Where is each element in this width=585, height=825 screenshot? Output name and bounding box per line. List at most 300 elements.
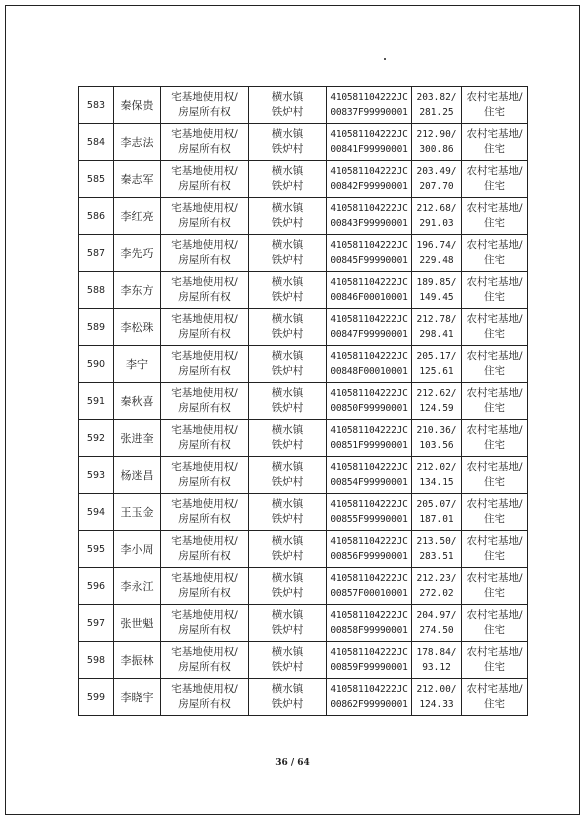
location-village: 铁炉村 [271,476,304,488]
land-area: 210.36/ [416,425,457,436]
land-area: 212.62/ [416,388,457,399]
right-type-cell [161,568,249,605]
owner-name-cell [114,494,161,531]
row-number: 584 [86,136,106,148]
location-village: 铁炉村 [271,513,304,525]
location-town: 横水镇 [271,313,304,325]
row-number: 597 [86,617,106,629]
right-type-cell [161,235,249,272]
table-row [79,383,528,420]
right-type-cell [161,383,249,420]
land-use-cell [462,679,528,716]
right-type-cell [161,420,249,457]
land-area: 204.97/ [416,610,457,621]
building-area: 124.33 [419,699,454,710]
row-number-cell [79,161,114,198]
row-number: 585 [86,173,106,185]
right-type-line1: 宅基地使用权/ [171,276,238,288]
parcel-code-line2: 00862F99990001 [330,699,408,710]
right-type-cell [161,605,249,642]
area-cell [412,198,462,235]
land-use-cell [462,235,528,272]
parcel-code-line2: 00846F00010001 [330,292,408,303]
right-type-line1: 宅基地使用权/ [171,609,238,621]
page-number: 36 / 64 [275,758,310,768]
right-type-cell [161,87,249,124]
owner-name: 张世魁 [120,616,154,630]
row-number-cell [79,309,114,346]
location-cell [249,383,327,420]
land-use-line2: 住宅 [484,661,505,673]
land-use-line2: 住宅 [484,624,505,636]
location-cell [249,605,327,642]
land-use-line1: 农村宅基地/ [466,387,523,399]
table-row [79,235,528,272]
right-type-line2: 房屋所有权 [178,254,231,266]
row-number-cell [79,124,114,161]
right-type-line2: 房屋所有权 [178,513,231,525]
land-use-line1: 农村宅基地/ [466,239,523,251]
right-type-cell [161,457,249,494]
land-use-line2: 住宅 [484,106,505,118]
land-use-line1: 农村宅基地/ [466,165,523,177]
right-type-line1: 宅基地使用权/ [171,535,238,547]
owner-name: 秦保贵 [120,98,154,112]
area-cell [412,494,462,531]
parcel-code-line1: 410581104222JC [330,388,408,399]
right-type-line2: 房屋所有权 [178,698,231,710]
area-cell [412,420,462,457]
owner-name: 王玉金 [120,505,154,519]
land-area: 205.17/ [416,351,457,362]
land-use-cell [462,383,528,420]
land-use-line1: 农村宅基地/ [466,461,523,473]
location-village: 铁炉村 [271,106,304,118]
owner-name: 李志法 [120,135,154,149]
table-row [79,494,528,531]
row-number: 594 [86,506,106,518]
parcel-code-cell [327,457,412,494]
right-type-line1: 宅基地使用权/ [171,424,238,436]
area-cell [412,272,462,309]
area-cell [412,309,462,346]
parcel-code-line2: 00851F99990001 [330,440,408,451]
land-use-cell [462,124,528,161]
table-container [78,86,528,716]
owner-name-cell [114,198,161,235]
registration-table [78,86,528,716]
land-use-cell [462,420,528,457]
right-type-line2: 房屋所有权 [178,217,231,229]
owner-name-cell [114,605,161,642]
right-type-cell [161,161,249,198]
parcel-code-cell [327,642,412,679]
owner-name-cell [114,161,161,198]
location-cell [249,531,327,568]
parcel-code-cell [327,161,412,198]
right-type-cell [161,309,249,346]
parcel-code-line2: 00850F99990001 [330,403,408,414]
parcel-code-cell [327,309,412,346]
row-number: 598 [86,654,106,666]
row-number: 593 [86,469,106,481]
row-number-cell [79,87,114,124]
right-type-line1: 宅基地使用权/ [171,128,238,140]
land-use-line2: 住宅 [484,587,505,599]
table-row [79,198,528,235]
parcel-code-line2: 00855F99990001 [330,514,408,525]
right-type-line2: 房屋所有权 [178,328,231,340]
parcel-code-cell [327,494,412,531]
land-use-line1: 农村宅基地/ [466,498,523,510]
parcel-code-cell [327,198,412,235]
land-use-line1: 农村宅基地/ [466,646,523,658]
row-number-cell [79,494,114,531]
building-area: 272.02 [419,588,454,599]
land-use-cell [462,87,528,124]
parcel-code-line1: 410581104222JC [330,536,408,547]
land-use-line2: 住宅 [484,217,505,229]
parcel-code-line1: 410581104222JC [330,129,408,140]
building-area: 291.03 [419,218,454,229]
location-cell [249,124,327,161]
parcel-code-cell [327,605,412,642]
location-town: 横水镇 [271,646,304,658]
location-town: 横水镇 [271,572,304,584]
row-number-cell [79,605,114,642]
location-town: 横水镇 [271,350,304,362]
area-cell [412,568,462,605]
land-area: 212.78/ [416,314,457,325]
land-use-cell [462,272,528,309]
land-use-line1: 农村宅基地/ [466,202,523,214]
building-area: 187.01 [419,514,454,525]
area-cell [412,383,462,420]
location-village: 铁炉村 [271,624,304,636]
owner-name: 秦秋喜 [120,394,154,408]
parcel-code-cell [327,87,412,124]
row-number: 587 [86,247,106,259]
owner-name: 李永江 [120,579,154,593]
owner-name: 李晓宇 [120,690,154,704]
land-area: 205.07/ [416,499,457,510]
parcel-code-line2: 00857F00010001 [330,588,408,599]
land-area: 189.85/ [416,277,457,288]
location-town: 横水镇 [271,461,304,473]
right-type-cell [161,531,249,568]
parcel-code-line1: 410581104222JC [330,684,408,695]
parcel-code-line2: 00841F99990001 [330,144,408,155]
location-cell [249,642,327,679]
right-type-line2: 房屋所有权 [178,624,231,636]
land-use-line2: 住宅 [484,143,505,155]
location-cell [249,161,327,198]
row-number: 595 [86,543,106,555]
right-type-cell [161,679,249,716]
land-use-cell [462,531,528,568]
location-town: 横水镇 [271,498,304,510]
table-row [79,568,528,605]
right-type-line2: 房屋所有权 [178,106,231,118]
table-row [79,605,528,642]
land-use-line2: 住宅 [484,698,505,710]
owner-name-cell [114,679,161,716]
land-use-line2: 住宅 [484,476,505,488]
land-use-cell [462,494,528,531]
location-village: 铁炉村 [271,587,304,599]
right-type-line2: 房屋所有权 [178,439,231,451]
building-area: 298.41 [419,329,454,340]
building-area: 103.56 [419,440,454,451]
location-village: 铁炉村 [271,698,304,710]
owner-name: 张进奎 [120,431,154,445]
land-area: 213.50/ [416,536,457,547]
row-number: 596 [86,580,106,592]
row-number-cell [79,642,114,679]
table-body [79,87,528,716]
right-type-line2: 房屋所有权 [178,402,231,414]
row-number-cell [79,346,114,383]
owner-name-cell [114,568,161,605]
owner-name: 李松珠 [120,320,154,334]
table-row [79,642,528,679]
area-cell [412,457,462,494]
owner-name-cell [114,124,161,161]
location-town: 横水镇 [271,424,304,436]
land-use-line2: 住宅 [484,254,505,266]
right-type-line1: 宅基地使用权/ [171,350,238,362]
location-town: 横水镇 [271,202,304,214]
location-village: 铁炉村 [271,291,304,303]
location-village: 铁炉村 [271,217,304,229]
location-cell [249,420,327,457]
location-town: 横水镇 [271,387,304,399]
owner-name: 李先巧 [120,246,154,260]
table-row [79,679,528,716]
parcel-code-line1: 410581104222JC [330,351,408,362]
parcel-code-line2: 00859F99990001 [330,662,408,673]
parcel-code-cell [327,272,412,309]
area-cell [412,161,462,198]
location-cell [249,494,327,531]
location-cell [249,198,327,235]
land-use-line1: 农村宅基地/ [466,535,523,547]
table-row [79,457,528,494]
parcel-code-line1: 410581104222JC [330,425,408,436]
parcel-code-line1: 410581104222JC [330,610,408,621]
owner-name-cell [114,457,161,494]
location-village: 铁炉村 [271,402,304,414]
building-area: 300.86 [419,144,454,155]
table-row [79,346,528,383]
location-village: 铁炉村 [271,439,304,451]
right-type-line2: 房屋所有权 [178,476,231,488]
table-row [79,272,528,309]
land-use-cell [462,161,528,198]
location-cell [249,87,327,124]
land-area: 212.00/ [416,684,457,695]
right-type-line1: 宅基地使用权/ [171,498,238,510]
parcel-code-line1: 410581104222JC [330,92,408,103]
parcel-code-cell [327,124,412,161]
owner-name: 秦志军 [120,172,154,186]
row-number-cell [79,235,114,272]
parcel-code-line2: 00845F99990001 [330,255,408,266]
parcel-code-line2: 00856F99990001 [330,551,408,562]
location-village: 铁炉村 [271,143,304,155]
location-cell [249,346,327,383]
area-cell [412,642,462,679]
location-town: 横水镇 [271,609,304,621]
area-cell [412,235,462,272]
right-type-cell [161,346,249,383]
area-cell [412,605,462,642]
area-cell [412,531,462,568]
building-area: 134.15 [419,477,454,488]
parcel-code-line2: 00837F99990001 [330,107,408,118]
parcel-code-line1: 410581104222JC [330,314,408,325]
land-area: 212.90/ [416,129,457,140]
document-page [5,5,580,815]
location-village: 铁炉村 [271,254,304,266]
owner-name-cell [114,383,161,420]
owner-name: 李东方 [120,283,154,297]
parcel-code-line1: 410581104222JC [330,647,408,658]
row-number-cell [79,531,114,568]
owner-name-cell [114,642,161,679]
table-row [79,87,528,124]
parcel-code-line1: 410581104222JC [330,277,408,288]
right-type-cell [161,642,249,679]
location-cell [249,272,327,309]
parcel-code-cell [327,420,412,457]
right-type-cell [161,494,249,531]
row-number: 588 [86,284,106,296]
land-use-line2: 住宅 [484,402,505,414]
row-number-cell [79,420,114,457]
land-use-line2: 住宅 [484,439,505,451]
land-area: 212.02/ [416,462,457,473]
land-area: 212.23/ [416,573,457,584]
parcel-code-line1: 410581104222JC [330,166,408,177]
row-number: 592 [86,432,106,444]
right-type-line1: 宅基地使用权/ [171,461,238,473]
land-use-cell [462,457,528,494]
right-type-line2: 房屋所有权 [178,365,231,377]
right-type-line1: 宅基地使用权/ [171,572,238,584]
right-type-line1: 宅基地使用权/ [171,313,238,325]
land-use-line1: 农村宅基地/ [466,128,523,140]
land-use-line1: 农村宅基地/ [466,91,523,103]
location-village: 铁炉村 [271,550,304,562]
land-use-line2: 住宅 [484,365,505,377]
row-number-cell [79,457,114,494]
area-cell [412,87,462,124]
owner-name: 李小周 [120,542,154,556]
location-village: 铁炉村 [271,328,304,340]
land-use-line1: 农村宅基地/ [466,683,523,695]
right-type-line2: 房屋所有权 [178,180,231,192]
parcel-code-cell [327,235,412,272]
scan-speck [384,58,386,60]
land-use-line1: 农村宅基地/ [466,276,523,288]
parcel-code-line2: 00843F99990001 [330,218,408,229]
right-type-line1: 宅基地使用权/ [171,387,238,399]
parcel-code-cell [327,346,412,383]
location-cell [249,309,327,346]
right-type-line2: 房屋所有权 [178,550,231,562]
row-number-cell [79,272,114,309]
row-number: 599 [86,691,106,703]
land-area: 203.49/ [416,166,457,177]
location-town: 横水镇 [271,535,304,547]
parcel-code-line1: 410581104222JC [330,573,408,584]
area-cell [412,679,462,716]
owner-name: 李振林 [120,653,154,667]
right-type-line2: 房屋所有权 [178,587,231,599]
right-type-cell [161,198,249,235]
location-cell [249,568,327,605]
parcel-code-line1: 410581104222JC [330,203,408,214]
land-use-cell [462,642,528,679]
land-use-cell [462,568,528,605]
owner-name-cell [114,346,161,383]
right-type-line1: 宅基地使用权/ [171,165,238,177]
land-area: 178.84/ [416,647,457,658]
row-number: 591 [86,395,106,407]
owner-name-cell [114,531,161,568]
owner-name-cell [114,420,161,457]
location-village: 铁炉村 [271,661,304,673]
land-use-line2: 住宅 [484,550,505,562]
owner-name-cell [114,309,161,346]
building-area: 229.48 [419,255,454,266]
land-use-line1: 农村宅基地/ [466,350,523,362]
location-cell [249,457,327,494]
location-town: 横水镇 [271,239,304,251]
land-use-line2: 住宅 [484,328,505,340]
building-area: 283.51 [419,551,454,562]
row-number-cell [79,383,114,420]
right-type-line2: 房屋所有权 [178,661,231,673]
parcel-code-cell [327,383,412,420]
table-row [79,161,528,198]
land-use-cell [462,605,528,642]
table-row [79,420,528,457]
land-use-cell [462,346,528,383]
right-type-line2: 房屋所有权 [178,143,231,155]
location-cell [249,235,327,272]
land-area: 203.82/ [416,92,457,103]
row-number-cell [79,568,114,605]
owner-name: 李红亮 [120,209,154,223]
building-area: 207.70 [419,181,454,192]
area-cell [412,124,462,161]
row-number: 586 [86,210,106,222]
land-area: 196.74/ [416,240,457,251]
parcel-code-line2: 00858F99990001 [330,625,408,636]
land-area: 212.68/ [416,203,457,214]
parcel-code-cell [327,679,412,716]
location-town: 横水镇 [271,128,304,140]
parcel-code-line2: 00847F99990001 [330,329,408,340]
parcel-code-line1: 410581104222JC [330,499,408,510]
right-type-line1: 宅基地使用权/ [171,683,238,695]
location-village: 铁炉村 [271,365,304,377]
location-town: 横水镇 [271,91,304,103]
parcel-code-line2: 00842F99990001 [330,181,408,192]
table-row [79,124,528,161]
